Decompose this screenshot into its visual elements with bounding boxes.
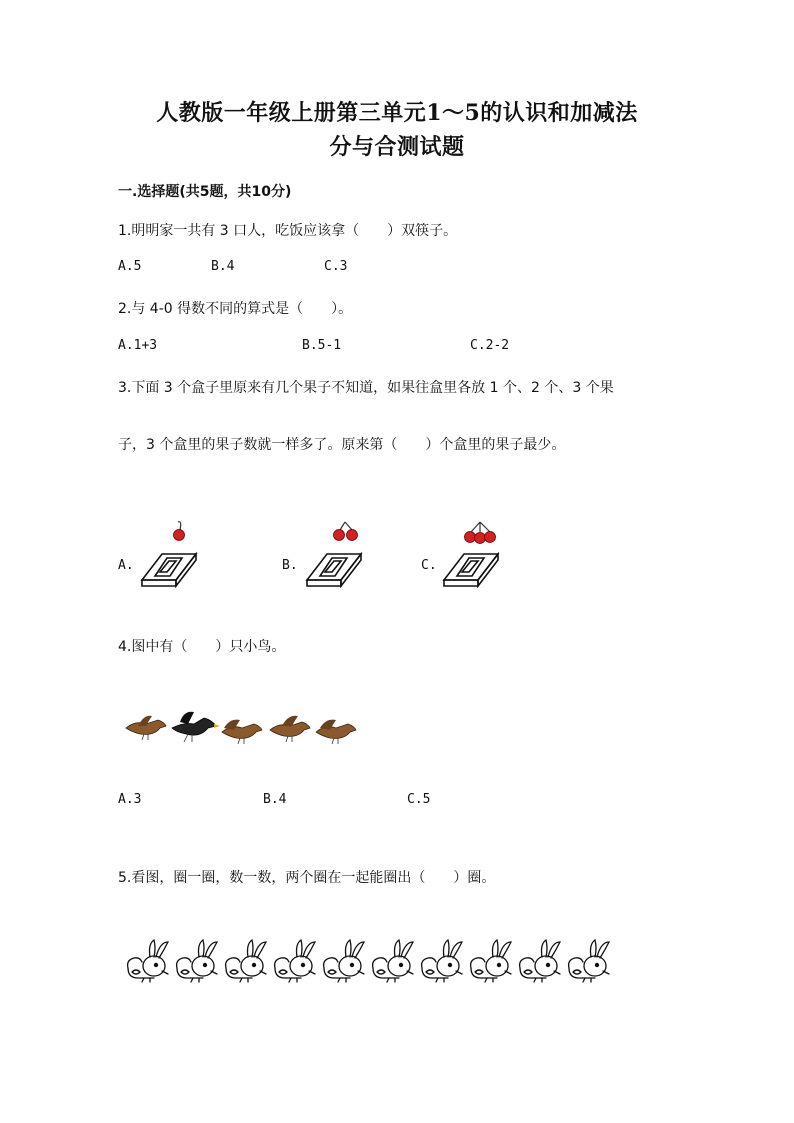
- bird-icon: [172, 712, 220, 742]
- question-number: 2.: [118, 301, 132, 317]
- question-text: 看图，圈一圈，数一数，两个圈在一起能圈出（ ）圈。: [131, 870, 496, 886]
- question-3-line-1: [118, 377, 614, 397]
- cherry-group: [174, 522, 185, 541]
- question-text: 图中有（ ）只小鸟。: [131, 639, 286, 655]
- rabbit-icon: [569, 940, 609, 982]
- q4-option-a[interactable]: A.3: [118, 792, 142, 807]
- q1-option-a[interactable]: A.5: [118, 259, 142, 274]
- q3-option-b[interactable]: B.: [282, 558, 298, 573]
- bird-icon: [126, 716, 166, 740]
- question-text: 明明家一共有 3 口人，吃饭应该拿（ ）双筷子。: [131, 223, 458, 239]
- rabbit-icon: [128, 940, 168, 982]
- q2-option-b[interactable]: B.5-1: [302, 338, 342, 353]
- rabbit-icon: [373, 940, 413, 982]
- q1-option-c[interactable]: C.3: [324, 259, 348, 274]
- box-icon: [307, 554, 361, 586]
- rabbit-icon: [520, 940, 560, 982]
- section-heading: 一.选择题(共5题，共10分): [118, 184, 292, 200]
- cherry-icon: [347, 530, 358, 541]
- q2-option-c[interactable]: C.2-2: [470, 338, 510, 353]
- box-b-illustration: [303, 516, 367, 588]
- q4-option-c[interactable]: C.5: [407, 792, 431, 807]
- question-number: 4.: [118, 639, 132, 655]
- question-text: 与 4-0 得数不同的算式是（ ）。: [131, 301, 353, 317]
- page-subtitle: 分与合测试题: [329, 134, 465, 160]
- cherry-icon: [465, 532, 476, 543]
- question-number: 5.: [118, 870, 132, 886]
- cherry-icon: [174, 530, 185, 541]
- q3-option-a[interactable]: A.: [118, 558, 134, 573]
- box-c-illustration: [440, 516, 504, 588]
- question-5: [118, 867, 495, 887]
- question-1: [118, 220, 457, 240]
- box-icon: [444, 554, 498, 586]
- rabbit-icon: [275, 940, 315, 982]
- bird-icon: [270, 716, 310, 742]
- question-text: 下面 3 个盒子里原来有几个果子不知道，如果往盒里各放 1 个、2 个、3 个果: [131, 380, 614, 396]
- question-4: [118, 636, 285, 656]
- cherry-group: [465, 522, 496, 544]
- cherry-icon: [334, 530, 345, 541]
- birds-illustration: [122, 710, 362, 746]
- question-number: 1.: [118, 223, 132, 239]
- page-title: 人教版一年级上册第三单元1～5的认识和加减法: [156, 100, 638, 126]
- box-a-illustration: [138, 516, 198, 588]
- q4-option-b[interactable]: B.4: [263, 792, 287, 807]
- rabbit-icon: [177, 940, 217, 982]
- rabbit-icon: [471, 940, 511, 982]
- question-number: 3.: [118, 380, 132, 396]
- rabbit-icon: [422, 940, 462, 982]
- question-3-line-2: 子，3 个盒里的果子数就一样多了。原来第（ ）个盒里的果子最少。: [118, 437, 566, 453]
- bird-icon: [316, 720, 356, 744]
- cherry-icon: [485, 532, 496, 543]
- rabbit-icon: [324, 940, 364, 982]
- cherry-group: [334, 522, 358, 541]
- rabbits-illustration: [124, 938, 618, 984]
- bird-icon: [222, 720, 262, 744]
- cherry-icon: [475, 533, 486, 544]
- rabbit-icon: [226, 940, 266, 982]
- q1-option-b[interactable]: B.4: [211, 259, 235, 274]
- q3-option-c[interactable]: C.: [421, 558, 437, 573]
- q2-option-a[interactable]: A.1+3: [118, 338, 158, 353]
- box-icon: [142, 554, 196, 586]
- question-2: [118, 298, 352, 318]
